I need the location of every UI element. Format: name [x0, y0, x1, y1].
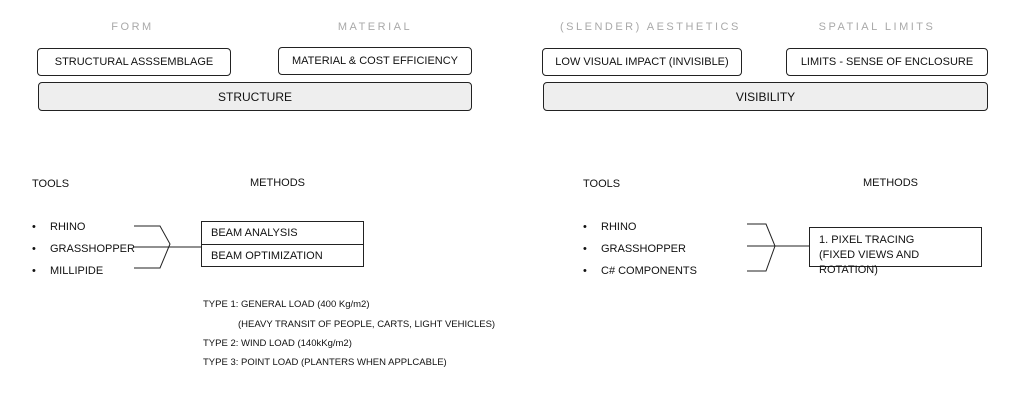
- bullet-icon: •: [32, 243, 36, 255]
- category-slender-aesthetics: (SLENDER) AESTHETICS: [560, 21, 741, 33]
- methods-box-right: [809, 227, 982, 276]
- sense-of-enclosure-box: LIMITS - SENSE OF ENCLOSURE: [786, 48, 988, 76]
- methods-label-right: METHODS: [863, 177, 918, 189]
- category-form: FORM: [111, 21, 154, 33]
- load-note-type1-detail: (HEAVY TRANSIT OF PEOPLE, CARTS, LIGHT VEHICLES): [238, 319, 496, 330]
- tool-label: GRASSHOPPER: [601, 243, 686, 255]
- load-note-type1: TYPE 1: GENERAL LOAD (400 Kg/m2): [203, 299, 370, 310]
- tools-label-left: TOOLS: [32, 178, 70, 190]
- category-material: MATERIAL: [337, 21, 413, 33]
- tool-label: MILLIPIDE: [50, 265, 104, 277]
- bullet-icon: •: [583, 221, 587, 233]
- visibility-bar: VISIBILITY: [543, 82, 988, 111]
- load-note-type2: TYPE 2: WIND LOAD (140kKg/m2): [203, 338, 352, 349]
- low-visual-impact-box: LOW VISUAL IMPACT (INVISIBLE): [542, 48, 742, 76]
- bullet-icon: •: [583, 265, 587, 277]
- tools-label-right: TOOLS: [583, 178, 621, 190]
- tool-label: GRASSHOPPER: [50, 243, 135, 255]
- tool-label: RHINO: [601, 221, 637, 233]
- method-pixel-tracing-detail: (FIXED VIEWS AND ROTATION): [819, 249, 920, 276]
- structural-assemblage-box: STRUCTURAL ASSSEMBLAGE: [37, 48, 231, 76]
- method-beam-optimization: BEAM OPTIMIZATION: [202, 244, 363, 266]
- bullet-icon: •: [32, 265, 36, 277]
- load-note-type3: TYPE 3: POINT LOAD (PLANTERS WHEN APPLCABLE): [203, 357, 447, 368]
- tool-label: RHINO: [50, 221, 86, 233]
- method-beam-analysis: BEAM ANALYSIS: [211, 227, 298, 239]
- bullet-icon: •: [32, 221, 36, 233]
- bullet-icon: •: [583, 243, 587, 255]
- method-pixel-tracing: 1. PIXEL TRACING: [819, 234, 915, 246]
- category-spatial-limits: SPATIAL LIMITS: [818, 21, 936, 33]
- structure-bar: STRUCTURE: [38, 82, 472, 111]
- methods-label-left: METHODS: [250, 177, 305, 189]
- tool-label: C# COMPONENTS: [601, 265, 697, 277]
- material-cost-efficiency-box: MATERIAL & COST EFFICIENCY: [278, 47, 472, 75]
